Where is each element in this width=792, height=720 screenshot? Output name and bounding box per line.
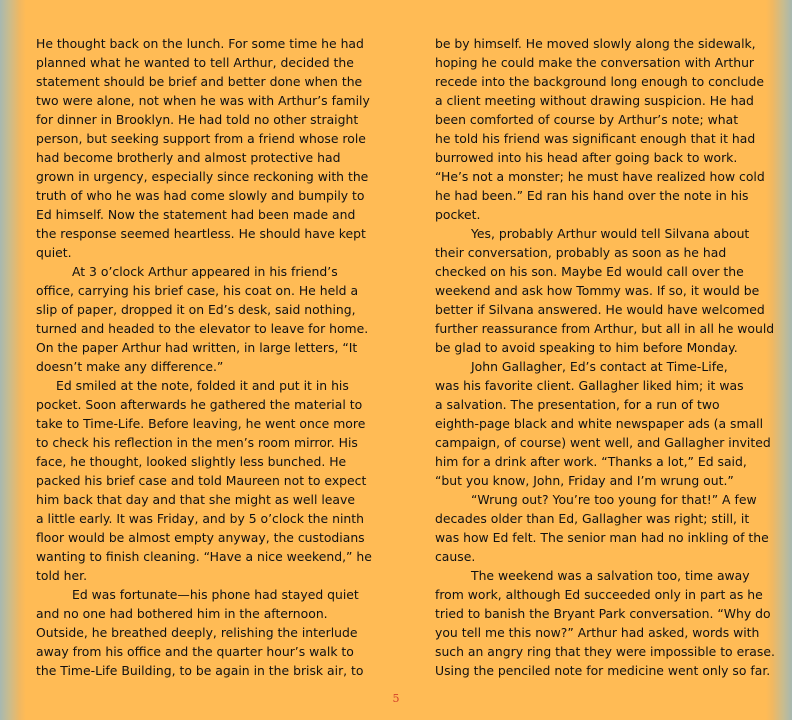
text-line: the Time-Life Building, to be again in the brisk air, to xyxy=(36,663,364,678)
text-line: such an angry ring that they were impossible to erase. xyxy=(435,644,775,659)
text-line: slip of paper, dropped it on Ed’s desk, said nothing, xyxy=(36,302,356,317)
text-line: to check his reflection in the men’s room mirror. His xyxy=(36,435,358,450)
text-line: told her. xyxy=(36,568,88,583)
text-line: be glad to avoid speaking to him before Monday. xyxy=(435,340,738,355)
text-line: eighth-page black and white newspaper ads (a small xyxy=(435,416,764,431)
text-line: cause. xyxy=(435,549,476,564)
text-line: a salvation. The presentation, for a run of two xyxy=(435,397,720,412)
text-line: hoping he could make the conversation with Arthur xyxy=(435,55,755,70)
text-line: At 3 o’clock Arthur appeared in his friend’s xyxy=(72,264,338,279)
text-line: from work, although Ed succeeded only in part as he xyxy=(435,587,763,602)
text-line: Outside, he breathed deeply, relishing the interlude xyxy=(36,625,358,640)
text-line: he told his friend was significant enough that it had xyxy=(435,131,756,146)
text-line: had become brotherly and almost protective had xyxy=(36,150,341,165)
text-line: “but you know, John, Friday and I’m wrung out.” xyxy=(435,473,734,488)
text-line: two were alone, not when he was with Arthur’s family xyxy=(36,93,370,108)
text-line: been comforted of course by Arthur’s note; what xyxy=(435,112,739,127)
text-line: On the paper Arthur had written, in large letters, “It xyxy=(36,340,358,355)
text-line: packed his brief case and told Maureen not to expect xyxy=(36,473,367,488)
text-line: statement should be brief and better done when the xyxy=(36,74,363,89)
text-line: the response seemed heartless. He should have kept xyxy=(36,226,366,241)
text-line: pocket. Soon afterwards he gathered the material to xyxy=(36,397,363,412)
text-line: The weekend was a salvation too, time away xyxy=(471,568,750,583)
text-line: him for a drink after work. “Thanks a lot,” Ed said, xyxy=(435,454,747,469)
text-line: Using the penciled note for medicine went only so far. xyxy=(435,663,771,678)
text-line: a little early. It was Friday, and by 5 o’clock the ninth xyxy=(36,511,364,526)
text-line: was his favorite client. Gallagher liked him; it was xyxy=(435,378,744,393)
text-line: he had been.” Ed ran his hand over the note in his xyxy=(435,188,749,203)
left-text-column xyxy=(36,34,372,680)
text-line: Ed himself. Now the statement had been made and xyxy=(36,207,356,222)
text-line: was how Ed felt. The senior man had no inkling of the xyxy=(435,530,769,545)
text-line: further reassurance from Arthur, but all in all he would xyxy=(435,321,775,336)
text-line: wanting to finish cleaning. “Have a nice weekend,” he xyxy=(36,549,372,564)
text-line: take to Time-Life. Before leaving, he went once more xyxy=(36,416,366,431)
text-line: grown in urgency, especially since reckoning with the xyxy=(36,169,369,184)
page-number: 5 xyxy=(392,692,400,705)
text-line: you tell me this now?” Arthur had asked, words with xyxy=(435,625,760,640)
right-text-column xyxy=(435,34,775,680)
text-line: quiet. xyxy=(36,245,72,260)
text-line: floor would be almost empty anyway, the custodians xyxy=(36,530,365,545)
text-line: for dinner in Brooklyn. He had told no other straight xyxy=(36,112,359,127)
text-line: He thought back on the lunch. For some time he had xyxy=(36,36,364,51)
text-line: campaign, of course) went well, and Gallagher invited xyxy=(435,435,771,450)
text-line: turned and headed to the elevator to leave for home. xyxy=(36,321,369,336)
text-line: person, but seeking support from a friend whose role xyxy=(36,131,366,146)
text-line: burrowed into his head after going back to work. xyxy=(435,150,738,165)
text-line: “Wrung out? You’re too young for that!” A few xyxy=(471,492,757,507)
text-line: tried to banish the Bryant Park conversation. “Why do xyxy=(435,606,771,621)
text-line: “He’s not a monster; he must have realized how cold xyxy=(435,169,765,184)
text-line: doesn’t make any difference.” xyxy=(36,359,224,374)
text-line: their conversation, probably as soon as he had xyxy=(435,245,727,260)
text-line: truth of who he was had come slowly and bumpily to xyxy=(36,188,365,203)
text-line: decades older than Ed, Gallagher was right; still, it xyxy=(435,511,750,526)
text-line: Yes, probably Arthur would tell Silvana about xyxy=(471,226,750,241)
text-line: weekend and ask how Tommy was. If so, it would be xyxy=(435,283,760,298)
text-line: and no one had bothered him in the afternoon. xyxy=(36,606,328,621)
text-line: better if Silvana answered. He would have welcomed xyxy=(435,302,765,317)
text-line: him back that day and that she might as well leave xyxy=(36,492,355,507)
text-line: John Gallagher, Ed’s contact at Time-Life, xyxy=(471,359,728,374)
text-line: recede into the background long enough to conclude xyxy=(435,74,764,89)
text-line: pocket. xyxy=(435,207,481,222)
text-line: be by himself. He moved slowly along the sidewalk, xyxy=(435,36,756,51)
page-edge-left xyxy=(0,0,26,720)
text-line: checked on his son. Maybe Ed would call over the xyxy=(435,264,744,279)
text-line: face, he thought, looked slightly less bunched. He xyxy=(36,454,347,469)
text-line: planned what he wanted to tell Arthur, decided the xyxy=(36,55,354,70)
text-line: a client meeting without drawing suspicion. He had xyxy=(435,93,754,108)
text-line: Ed was fortunate—his phone had stayed quiet xyxy=(72,587,359,602)
text-line: Ed smiled at the note, folded it and put it in his xyxy=(56,378,349,393)
text-line: office, carrying his brief case, his coat on. He held a xyxy=(36,283,359,298)
text-line: away from his office and the quarter hour’s walk to xyxy=(36,644,354,659)
